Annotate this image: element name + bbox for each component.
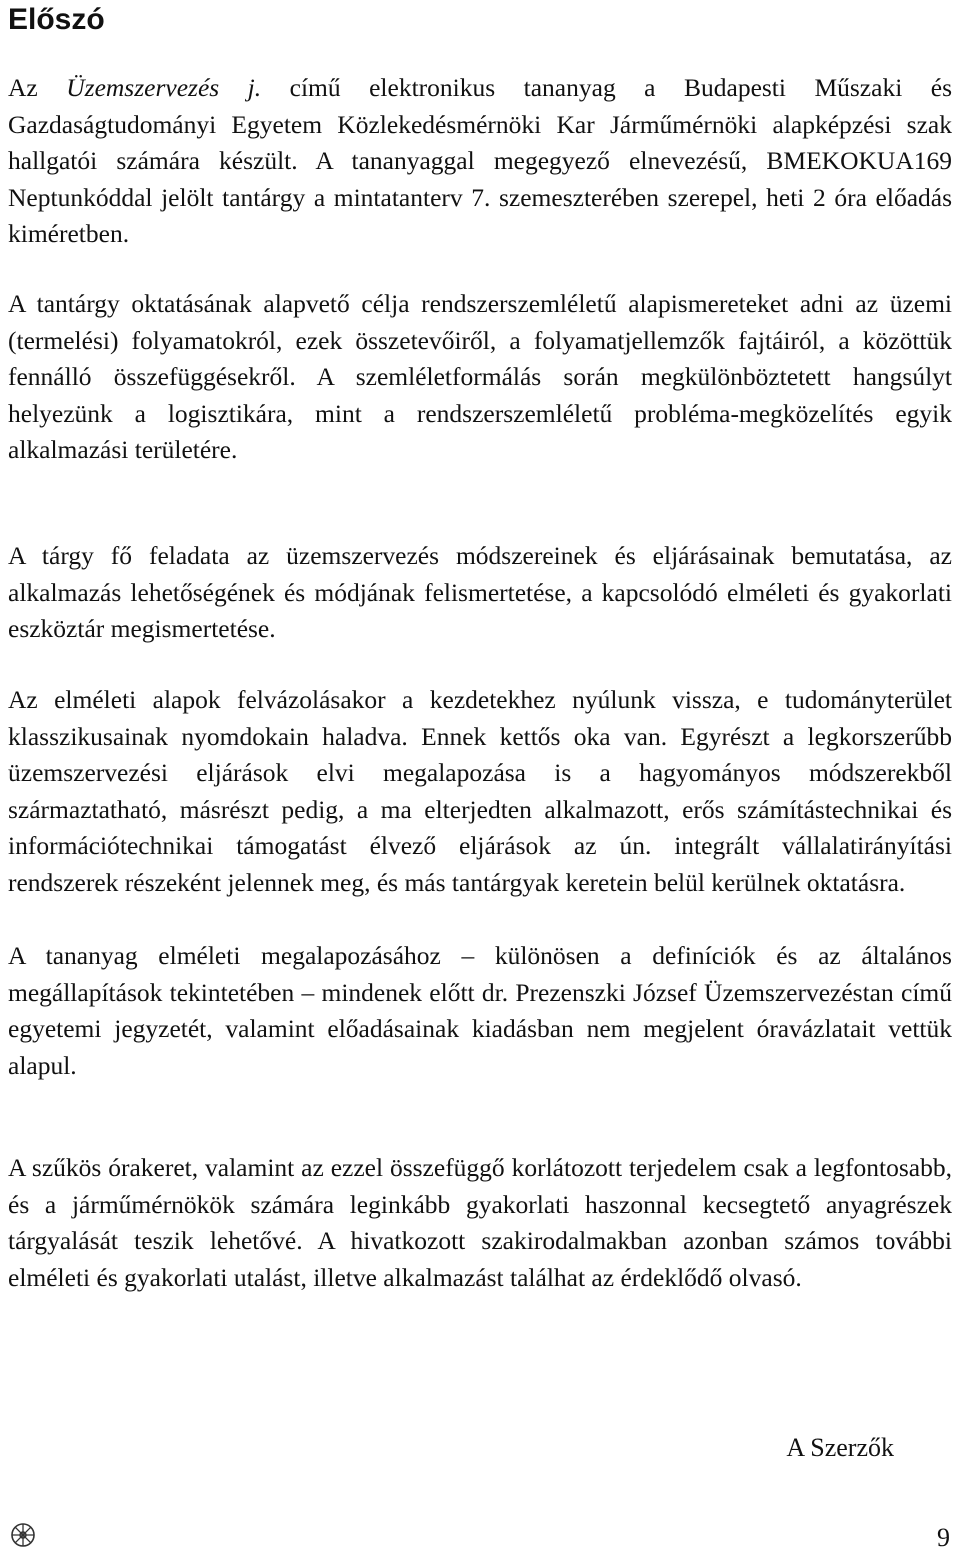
page-title: Előszó: [8, 3, 105, 36]
author-signature: A Szerzők: [786, 1433, 894, 1462]
page-number: 9: [937, 1523, 950, 1552]
paragraph-goal: A tantárgy oktatásának alapvető célja rendszerszemléletű alapismereteket adni az üzemi (termelési) folyamatokról, ezek összetevőiről, a folyamatjellemzők fajtáiról, a közöttük fennálló összefüggésekről. A szemléletformálás során megkülönböztetett hangsúlyt helyezünk a logisztikára, mint a rendszerszemléletű probléma-megközelítés egyik alkalmazási területére.: [8, 289, 952, 464]
paragraph-scope: A szűkös órakeret, valamint az ezzel összefüggő korlátozott terjedelem csak a legfontosabb, és a járműmérnökök számára leginkább gyakorlati haszonnal kecsegtető anyagrészek tárgyalását teszik lehetővé. A hivatkozott szakirodalmakban azonban számos további elméleti és gyakorlati utalást, illetve alkalmazást találhat az érdeklődő olvasó.: [8, 1153, 952, 1292]
paragraph-theory: Az elméleti alapok felvázolásakor a kezdetekhez nyúlunk vissza, e tudományterület klasszikusainak nyomdokain haladva. Ennek kettős oka van. Egyrészt a legkorszerűbb üzemszervezési eljárások elvi megalapozása is a hagyományos módszerekből származtatható, másrészt pedig, a ma elterjedten alkalmazott, erős számítástechnikai és információtechnikai támogatást élvező eljárások az ún. integrált vállalatirányítási rendszerek részeként jelennek meg, és más tantárgyak keretein belül kerülnek oktatásra.: [8, 685, 952, 897]
paragraph-sources: A tananyag elméleti megalapozásához – különösen a definíciók és az általános megállapítások tekintetében – mindenek előtt dr. Prezenszki József Üzemszervezéstan című egyetemi jegyzetét, valamint előadásainak kiadásban nem megjelent óravázlatait vettük alapul.: [8, 941, 952, 1080]
wheel-mark-icon: [10, 1522, 36, 1548]
paragraph-task: A tárgy fő feladata az üzemszervezés módszereinek és eljárásainak bemutatása, az alkalmazás lehetőségének és módjának felismertetése, a kapcsolódó elméleti és gyakorlati eszköztár megismertetése.: [8, 541, 952, 643]
intro-lead: Az: [8, 73, 67, 102]
course-title: Üzemszervezés j.: [66, 73, 262, 102]
intro-rest: című elektronikus tananyag a Budapesti Műszaki és Gazdaságtudományi Egyetem Közlekedésmérnöki Kar Járműmérnöki alapképzési szak hallgatói számára készült. A tananyaggal megegyező elnevezésű, BMEKOKUA169 Neptunkóddal jelölt tantárgy a mintatanterv 7. szemeszterében szerepel, heti 2 óra előadás kiméretben.: [8, 73, 953, 248]
paragraph-intro: [8, 70, 952, 253]
